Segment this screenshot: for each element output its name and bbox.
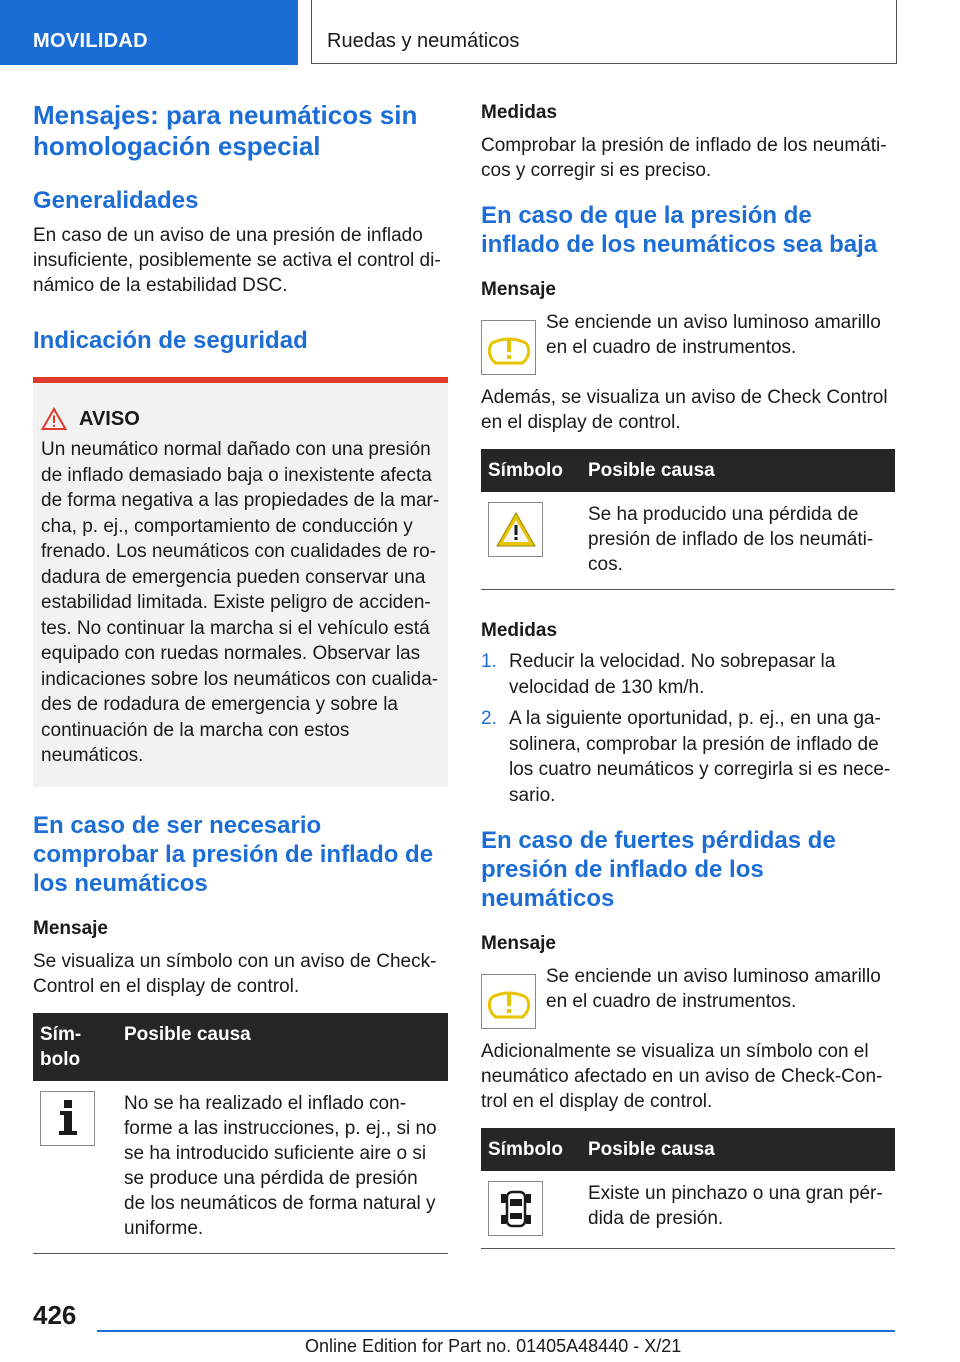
measures-label: Medidas [481, 102, 558, 123]
car-tire-icon [488, 1181, 543, 1236]
section-tab [0, 0, 298, 65]
message-text: Se visualiza un símbolo con un aviso de Check-Control en el display de control. [33, 950, 437, 997]
general-text: En caso de un aviso de una presión de inflado insuficiente, posiblemente se activa el control dinámico de la estabilidad DSC. [33, 225, 441, 296]
light-text: Se enciende un aviso luminoso amarillo en el cuadro de instrumentos. [546, 312, 881, 358]
warning-triangle-icon [488, 502, 543, 557]
general-heading: Generalidades [33, 187, 199, 214]
info-icon [40, 1091, 95, 1146]
check-control-text: Además, se visualiza un aviso de Check Control en el display de control. [481, 387, 888, 433]
warning-box [33, 377, 448, 787]
message-label: Mensaje [481, 279, 556, 300]
message-label: Mensaje [33, 917, 108, 939]
warning-icon [41, 407, 67, 431]
symbol-table-2 [481, 1128, 895, 1249]
table-row [33, 1081, 448, 1254]
table-row [481, 1171, 895, 1249]
warning-text: Un neumático normal dañado con una presión de inflado demasiado baja o inexistente afecta de forma negativa a las propiedades de la marcha, p. ej., comportamiento de conducción y frenado. Los neumáticos con cualidades de rodadura de emergencia pueden conservar una estabilidad limitada. Existe peligro de accidentes. No continuar la marcha si el vehículo está equipado con ruedas normales. Observar las indicaciones sobre los neumáticos con cualidades de rodadura de emergencia y sobre la continuación de la marcha con estos neumáticos. [41, 439, 440, 766]
section-title: MOVILIDAD [33, 30, 148, 52]
safety-heading: Indicación de seguridad [33, 327, 308, 354]
footer-divider [97, 1330, 895, 1332]
left-column [33, 100, 448, 1254]
list-item: 1. Reducir la velocidad. No sobrepasar la velocidad de 130 km/h. [481, 651, 836, 698]
page-number: 426 [33, 1300, 77, 1330]
table-header-symbol: Símbolo [481, 1128, 581, 1171]
measures-label-2: Medidas [481, 620, 558, 641]
cause-text: No se ha realizado el inflado conforme a las instrucciones, p. ej., si no se ha introducido suficiente aire o si se produce una pérdida de presión de los neumáticos de forma natural y uniforme. [117, 1081, 448, 1254]
symbol-table [33, 1013, 448, 1254]
extra-text: Adicionalmente se visualiza un símbolo con el neumático afectado en un aviso de Check-Control en el display de control. [481, 1041, 883, 1112]
table-header-symbol: Símbolo [33, 1013, 117, 1081]
light-text-2: Se enciende un aviso luminoso amarillo en el cuadro de instrumentos. [546, 966, 881, 1012]
cause-text: Se ha producido una pérdida de presión de inflado de los neumáticos. [581, 492, 895, 590]
table-header-cause: Posible causa [581, 449, 895, 492]
symbol-table-1 [481, 449, 895, 590]
warning-title: AVISO [79, 407, 140, 430]
check-pressure-heading: En caso de ser necesario comprobar la presión de inflado de los neumáticos [33, 811, 434, 897]
message-label-2: Mensaje [481, 933, 556, 954]
right-column [481, 100, 895, 1249]
table-header-symbol: Símbolo [481, 449, 581, 492]
page-title: Mensajes: para neumáticos sin homologación especial [33, 100, 418, 161]
low-pressure-heading: En caso de que la presión de inflado de los neumáticos sea baja [481, 202, 878, 258]
tpms-warning-light-icon [481, 320, 536, 375]
steps-list [481, 649, 895, 808]
cause-text: Existe un pinchazo o una gran pérdida de presión. [581, 1171, 895, 1249]
table-header-cause: Posible causa [581, 1128, 895, 1171]
footer-edition: Online Edition for Part no. 01405A48440 - X/21 [305, 1336, 682, 1356]
chapter-title: Ruedas y neumáticos [327, 30, 520, 52]
table-row [481, 492, 895, 590]
list-item: 2. A la siguiente oportunidad, p. ej., en una gasolinera, comprobar la presión de inflado de los cuatro neumáticos y corregirla si es necesario. [481, 708, 891, 806]
measures-text: Comprobar la presión de inflado de los neumáticos y corregir si es preciso. [481, 135, 887, 181]
table-header-cause: Posible causa [117, 1013, 448, 1081]
tpms-warning-light-icon [481, 974, 536, 1029]
chapter-tab [311, 0, 897, 64]
strong-loss-heading: En caso de fuertes pérdidas de presión de inflado de los neumáticos [481, 827, 836, 912]
